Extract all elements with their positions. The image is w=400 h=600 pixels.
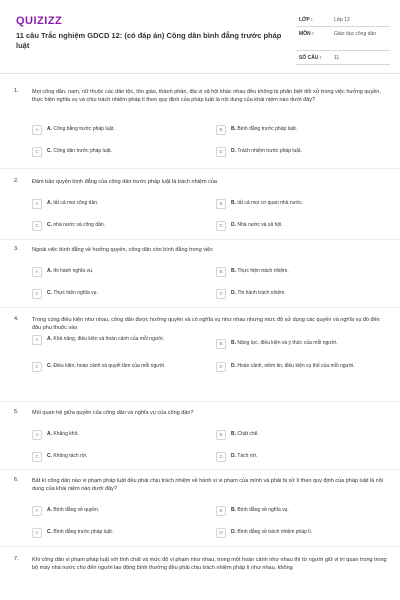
question-separator: [0, 546, 400, 547]
meta-row-count: [296, 51, 390, 65]
question-number: 3.: [14, 246, 19, 252]
meta-row-subject: [296, 27, 390, 51]
option-c[interactable]: C C. Thực hiện nghĩa vụ.: [32, 290, 202, 299]
quizizz-logo[interactable]: QUIZIZZ: [16, 15, 63, 27]
question-number: 5.: [14, 409, 19, 415]
meta-value: Lớp 12: [334, 17, 350, 23]
question-text: Bất kì công dân nào vi phạm pháp luật đều phải chịu trách nhiệm về hành vi vi phạm của mình và phải bị xử lí theo quy định của pháp luật là nội dung của khái niệm nào dưới đây?: [32, 478, 384, 492]
option-a[interactable]: A A. thi hành nghĩa vụ.: [32, 268, 202, 277]
meta-label: SỐ CÂU :: [299, 55, 322, 61]
option-a[interactable]: A A. Khả năng, điều kiện và hoàn cảnh của mỗi người.: [32, 336, 202, 345]
question-text: Khi công dân vi phạm pháp luật với tính chất và mức độ vi phạm như nhau, trong một hoàn cảnh như nhau thì từ người giữ vị trí quan trọng trong bộ máy nhà nước cho đến người lao động bình thường đều phải chịu trách nhiệm pháp lí như nhau, không: [32, 557, 387, 571]
option-d[interactable]: D D. Hoàn cảnh, niềm tin, điều kiện cụ thể của mỗi người.: [216, 363, 386, 372]
question-number: 7.: [14, 556, 19, 562]
question-separator: [0, 168, 400, 169]
option-d[interactable]: D D. Tách rời.: [216, 453, 386, 462]
question-number: 6.: [14, 477, 19, 483]
option-c[interactable]: C C. nhà nước và công dân.: [32, 222, 202, 231]
question-separator: [0, 401, 400, 402]
meta-value: 11: [334, 55, 340, 61]
meta-table: [296, 13, 390, 65]
meta-row-class: [296, 13, 390, 27]
option-b[interactable]: B B. Bình đẳng trước pháp luật.: [216, 126, 386, 135]
option-b[interactable]: B B. Thực hiện trách nhiệm.: [216, 268, 386, 277]
option-c[interactable]: C C. Không tách rời.: [32, 453, 202, 462]
option-b[interactable]: B B. Chặt chẽ.: [216, 431, 386, 440]
option-c[interactable]: C C. Bình đẳng trước pháp luật.: [32, 529, 202, 538]
meta-value: Giáo dục công dân: [334, 31, 376, 37]
document-title: 11 câu Trắc nghiệm GDCD 12: (có đáp án) Công dân bình đẳng trước pháp luật: [16, 31, 282, 50]
option-d[interactable]: D D. Nhà nước và xã hội.: [216, 222, 386, 231]
option-c[interactable]: C C. Điều kiện, hoàn cảnh và quyết tâm của mỗi người.: [32, 363, 202, 372]
question-separator: [0, 469, 400, 470]
option-c[interactable]: C C. Công dân trước pháp luật.: [32, 148, 202, 157]
option-d[interactable]: D D. Trách nhiệm trước pháp luật.: [216, 148, 386, 157]
question-text: Mọi công dân, nam, nữ thuộc các dân tộc, tôn giáo, thành phần, địa vị xã hội khác nhau đều không bị phân biệt đối xử trong việc hưởng quyền, thực hiện nghĩa vụ và chịu trách nhiệm pháp lí theo quy định của pháp luật là nội dung của khái niệm nào dưới đây?: [32, 89, 381, 103]
question-text: Đảm bảo quyền bình đẳng của công dân trước pháp luật là trách nhiệm của: [32, 179, 217, 185]
option-a[interactable]: A A. Công bằng trước pháp luật.: [32, 126, 202, 135]
meta-label: LỚP :: [299, 17, 313, 23]
header-divider: [0, 73, 400, 74]
question-number: 1.: [14, 88, 19, 94]
option-a[interactable]: A A. Bình đẳng về quyền.: [32, 507, 202, 516]
option-d[interactable]: D D. Thi hành trách nhiệm.: [216, 290, 386, 299]
question-text: Trong cùng điều kiện như nhau, công dân được hưởng quyền và có nghĩa vụ như nhau nhưng mức độ sử dụng các quyền và nghĩa vụ đó đến đâu phụ thuộc vào: [32, 317, 380, 331]
option-b[interactable]: B B. tất cả mọi cơ quan nhà nước.: [216, 200, 386, 209]
page-header: [0, 0, 400, 72]
option-d[interactable]: D D. Bình đẳng về trách nhiệm pháp lí.: [216, 529, 386, 538]
question-text: Mối quan hệ giữa quyền của công dân và nghĩa vụ của công dân?: [32, 410, 194, 416]
option-b[interactable]: B B. Bình đẳng về nghĩa vụ.: [216, 507, 386, 516]
option-a[interactable]: A A. tất cả mọi công dân.: [32, 200, 202, 209]
question-text: Ngoài việc bình đẳng về hưởng quyền, công dân còn bình đẳng trong việc: [32, 247, 213, 253]
question-separator: [0, 239, 400, 240]
meta-label: MÔN :: [299, 31, 314, 37]
question-separator: [0, 307, 400, 308]
question-number: 2.: [14, 178, 19, 184]
option-b[interactable]: B B. Năng lực, điều kiện và ý thức của mỗi người.: [216, 340, 386, 349]
option-a[interactable]: A A. Khăng khít.: [32, 431, 202, 440]
question-number: 4.: [14, 316, 19, 322]
